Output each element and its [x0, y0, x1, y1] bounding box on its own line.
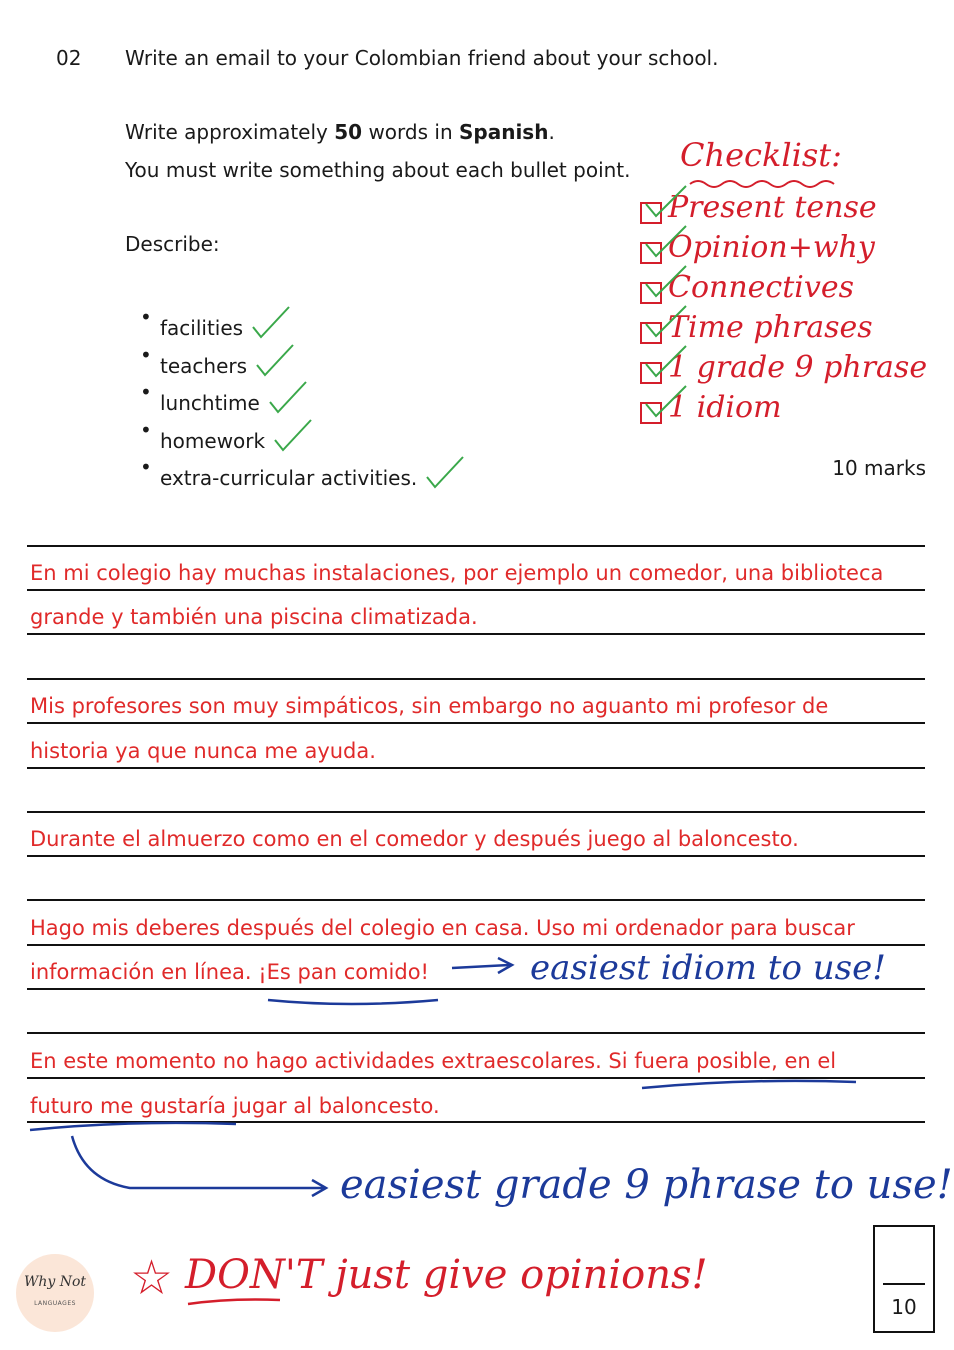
instruction-suffix: .: [548, 120, 555, 144]
green-check-icon: [644, 304, 688, 340]
answer-rule: [27, 1121, 925, 1123]
green-check-icon: [268, 380, 308, 414]
green-check-icon: [644, 184, 688, 220]
answer-rule: [27, 1032, 925, 1034]
star-icon: ☆: [130, 1250, 174, 1306]
instruction-line-2: You must write something about each bullet point.: [125, 158, 631, 182]
idiom-underline: [268, 1000, 438, 1004]
phrase-underline-2: [30, 1123, 236, 1130]
answer-rule: [27, 722, 925, 724]
green-check-icon: [644, 344, 688, 380]
language: Spanish: [458, 120, 549, 144]
bullet-item: [140, 380, 465, 418]
answer-rule: [27, 678, 925, 680]
answer-rule: [27, 767, 925, 769]
answer-rule: [27, 545, 925, 547]
logo-tagline: LANGUAGES: [34, 1300, 76, 1307]
answer-rule: [27, 899, 925, 901]
checklist-text: Opinion+why: [668, 230, 875, 265]
score-max: 10: [891, 1295, 917, 1319]
answer-line: Durante el almuerzo como en el comedor y después juego al baloncesto.: [30, 827, 799, 851]
answer-rule: [27, 633, 925, 635]
answer-line: grande y también una piscina climatizada.: [30, 605, 478, 629]
checklist-text: Present tense: [668, 190, 877, 225]
bullet-text: lunchtime: [160, 391, 260, 415]
bullet-item: [140, 418, 465, 456]
instruction-mid: words in: [368, 120, 453, 144]
answer-line: historia ya que nunca me ayuda.: [30, 739, 376, 763]
describe-label: Describe:: [125, 232, 220, 256]
green-check-icon: [644, 264, 688, 300]
checklist-item: [640, 390, 927, 430]
logo-name: Why Not: [23, 1274, 87, 1290]
bullet-item: [140, 455, 465, 493]
green-check-icon: [251, 305, 291, 339]
green-check-icon: [644, 384, 688, 420]
score-box: [873, 1225, 935, 1333]
green-check-icon: [425, 455, 465, 489]
checklist-text: 1 grade 9 phrase: [668, 350, 928, 385]
bullet-text: extra-curricular activities.: [160, 466, 418, 490]
instruction-line-1: [125, 120, 555, 144]
marks-label: 10 marks: [832, 456, 926, 480]
bullet-text: homework: [160, 428, 266, 453]
answer-rule: [27, 855, 925, 857]
answer-rule: [27, 944, 925, 946]
checklist: [640, 190, 927, 430]
checklist-text: Connectives: [668, 270, 854, 305]
arrow-icon: [72, 1136, 326, 1196]
answer-line: En este momento no hago actividades extraescolares. Si fuera posible, en el: [30, 1049, 837, 1073]
answer-rule: [27, 988, 925, 990]
answer-rule: [27, 811, 925, 813]
checklist-text: 1 idiom: [668, 390, 782, 425]
idiom-note: easiest idiom to use!: [530, 948, 886, 988]
question-prompt: Write an email to your Colombian friend about your school.: [125, 46, 719, 70]
word-count: 50: [334, 120, 363, 144]
phrase-underline-1: [642, 1081, 856, 1088]
answer-rule: [27, 589, 925, 591]
grade9-note: easiest grade 9 phrase to use!: [340, 1162, 953, 1208]
answer-line: Hago mis deberes después del colegio en casa. Uso mi ordenador para buscar: [30, 916, 855, 940]
answer-line: Mis profesores son muy simpáticos, sin embargo no aguanto mi profesor de: [30, 694, 829, 718]
bullet-item: [140, 305, 465, 343]
score-blank: [883, 1283, 925, 1285]
bullet-list: [140, 305, 465, 493]
green-check-icon: [255, 343, 295, 377]
green-check-icon: [644, 224, 688, 260]
brand-logo: [16, 1254, 94, 1332]
answer-line: En mi colegio hay muchas instalaciones, por ejemplo un comedor, una biblioteca: [30, 561, 884, 585]
answer-line: futuro me gustaría jugar al baloncesto.: [30, 1094, 440, 1118]
bullet-text: facilities: [160, 316, 244, 340]
warning-note: DON'T just give opinions!: [185, 1252, 708, 1298]
answer-line: información en línea. ¡Es pan comido!: [30, 960, 429, 984]
answer-rule: [27, 1077, 925, 1079]
green-check-icon: [273, 418, 313, 452]
checklist-title: Checklist:: [680, 136, 842, 174]
checklist-text: Time phrases: [668, 310, 873, 345]
bullet-text: teachers: [160, 353, 248, 378]
instruction-prefix: Write approximately: [125, 120, 328, 144]
bullet-item: [140, 343, 465, 381]
arrow-icon: [452, 958, 512, 973]
question-number: 02: [56, 46, 82, 70]
